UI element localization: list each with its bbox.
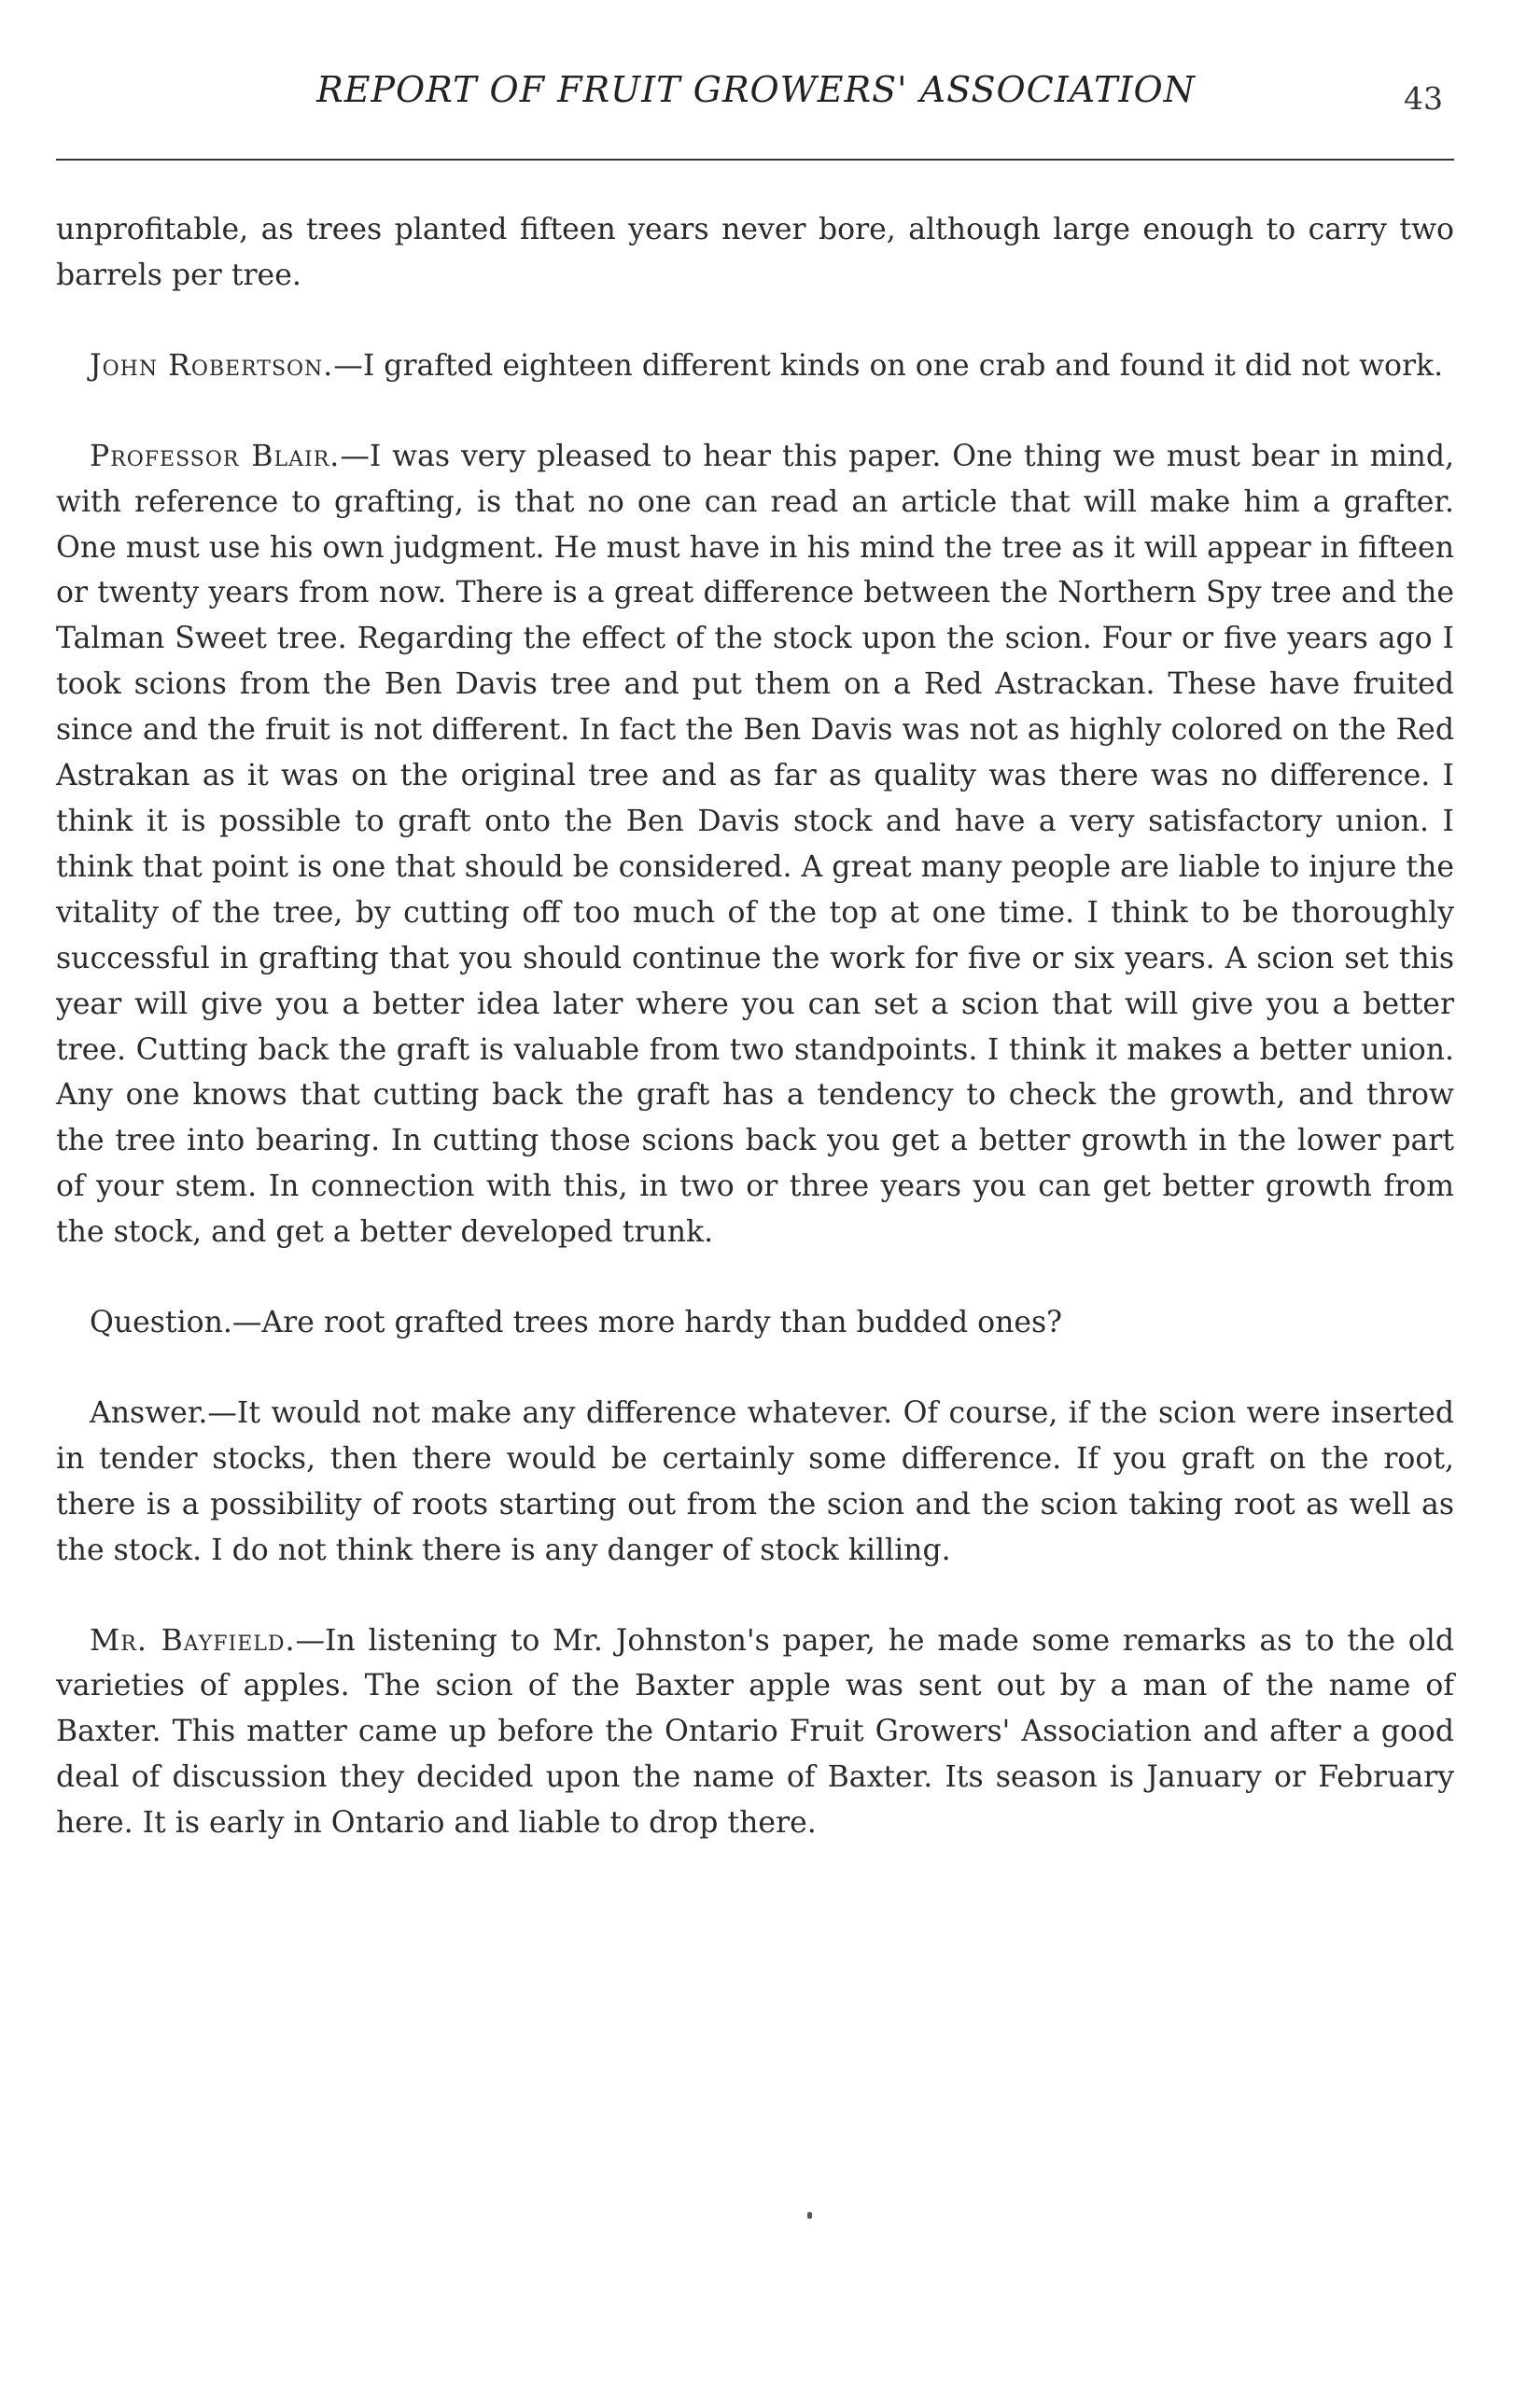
running-title: REPORT OF FRUIT GROWERS' ASSOCIATION (316, 69, 1196, 110)
ink-speck (807, 2212, 812, 2219)
paragraph-text: unprofitable, as trees planted fifteen years never bore, although large enough to carry two barrels per tree. (56, 213, 1454, 292)
page-header (56, 69, 1456, 125)
body-text (56, 207, 1454, 1891)
paragraph-blair (56, 434, 1454, 1255)
paragraph-text: —In listening to Mr. Johnston's paper, he made some remarks as to the old varieties of apples. The scion of the Baxter apple was sent out by a man of the name of Baxter. This matter came up before the Ontario Fruit Growers' Association and after a good deal of discussion they decided upon the name of Baxter. Its season is January or February here. It is early in Ontario and liable to drop there. (56, 1623, 1454, 1841)
paragraph-text: Answer.—It would not make any difference whatever. Of course, if the scion were inserted in tender stocks, then there would be certainly some difference. If you graft on the root, there is a possibility of roots starting out from the scion and the scion taking root as well as the stock. I do not think there is any danger of stock killing. (56, 1395, 1454, 1567)
speaker-name: Mr. Bayfield. (90, 1623, 296, 1658)
speaker-name: Professor Blair. (90, 439, 341, 473)
paragraph-robertson (56, 343, 1454, 389)
paragraph-continuation (56, 207, 1454, 299)
page-number: 43 (1404, 80, 1443, 117)
header-rule (56, 159, 1454, 161)
paragraph-text: —I grafted eighteen different kinds on one crab and found it did not work. (333, 348, 1444, 383)
paragraph-bayfield (56, 1618, 1454, 1847)
paragraph-answer (56, 1391, 1454, 1574)
paragraph-text: —I was very pleased to hear this paper. One thing we must bear in mind, with reference to grafting, is that no one can read an article that will make him a grafter. One must use his own judgment. He must have in his mind the tree as it will appear in fifteen or twenty years from now. There is a great difference between the Northern Spy tree and the Talman Sweet tree. Regarding the effect of the stock upon the scion. Four or five years ago I took scions from the Ben Davis tree and put them on a Red Astrackan. These have fruited since and the fruit is not different. In fact the Ben Davis was not as highly colored on the Red Astrakan as it was on the original tree and as far as quality was there was no difference. I think it is possible to graft onto the Ben Davis stock and have a very satisfactory union. I think that point is one that should be considered. A great many people are liable to injure the vitality of the tree, by cutting off too much of the top at one time. I think to be thoroughly successful in grafting that you should continue the work for five or six years. A scion set this year will give you a better idea later where you can set a scion that will give you a better tree. Cutting back the graft is valuable from two standpoints. I think it makes a better union. Any one knows that cutting back the graft has a tendency to check the growth, and throw the tree into bearing. In cutting those scions back you get a better growth in the lower part of your stem. In connection with this, in two or three years you can get better growth from the stock, and get a better developed trunk. (56, 439, 1454, 1250)
paragraph-text: Question.—Are root grafted trees more hardy than budded ones? (90, 1306, 1063, 1340)
speaker-name: John Robertson. (90, 348, 334, 383)
paragraph-question (56, 1300, 1454, 1346)
